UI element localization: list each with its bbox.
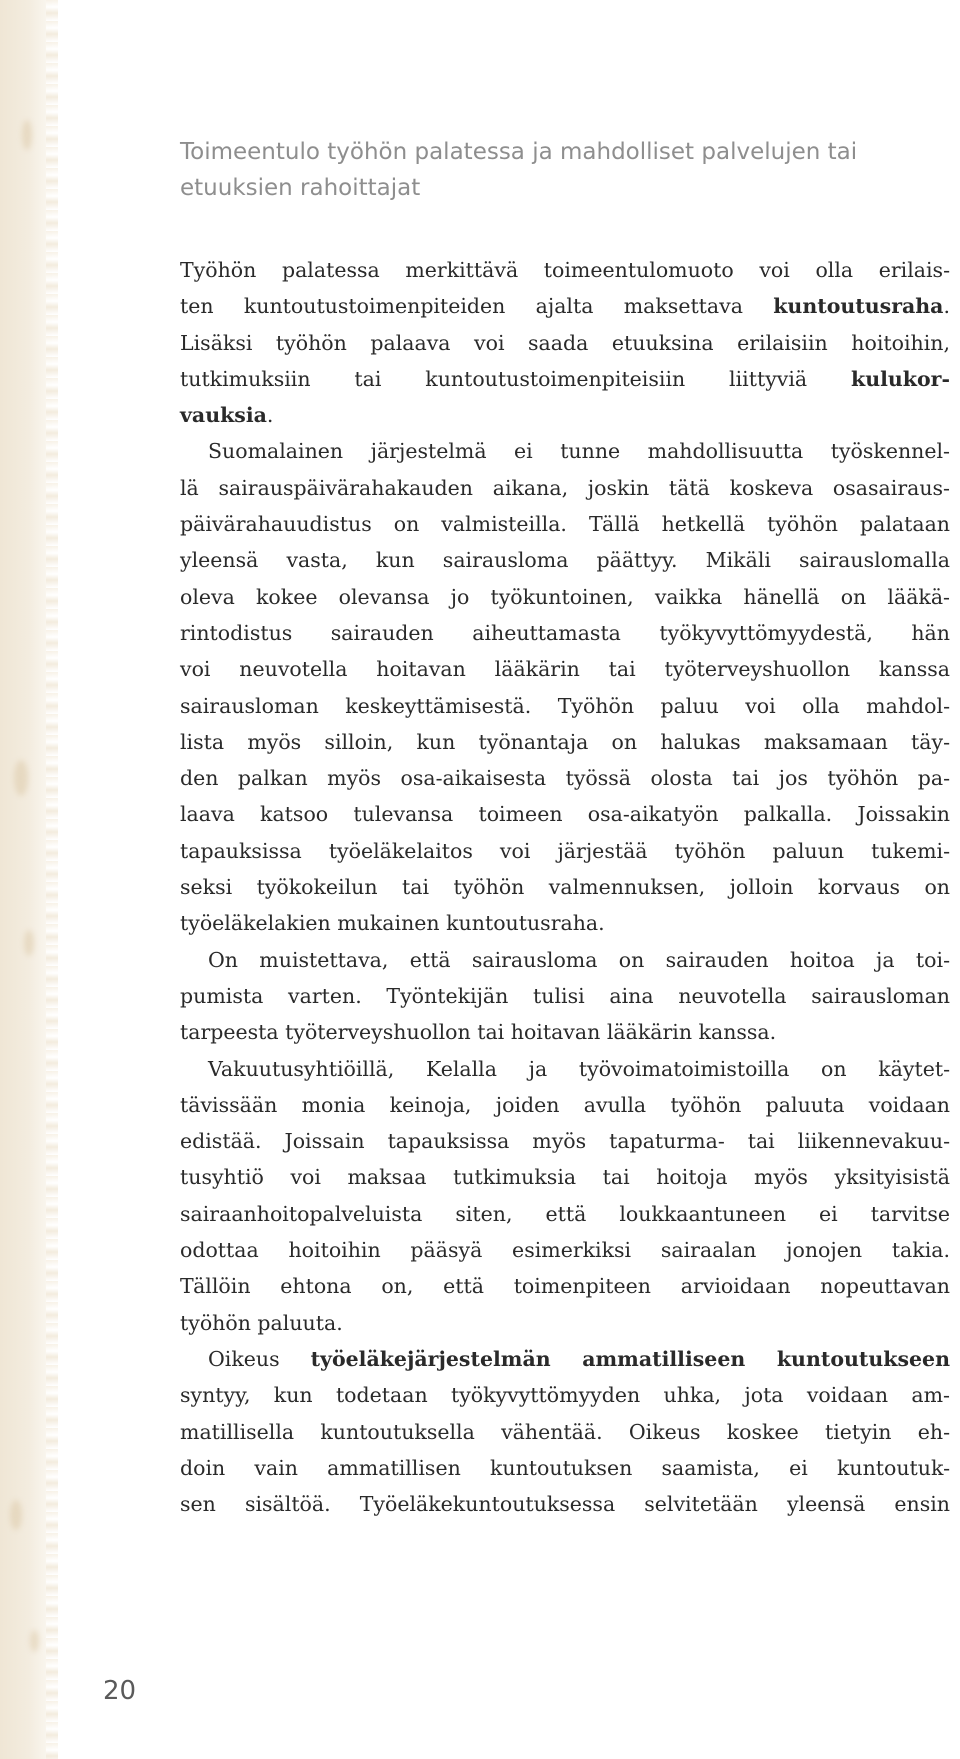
text-line xyxy=(180,1377,950,1413)
page-number: 20 xyxy=(103,1676,137,1706)
text-line xyxy=(180,1341,950,1377)
text-run: Tällöin ehtona on, että toimenpiteen arvioidaan nopeuttavan xyxy=(180,1274,950,1299)
text-line xyxy=(180,470,950,506)
text-line xyxy=(180,1159,950,1195)
text-line xyxy=(180,615,950,651)
heading-line: etuuksien rahoittajat xyxy=(180,175,421,201)
heading-line: Toimeentulo työhön palatessa ja mahdolliset palvelujen tai xyxy=(180,139,858,165)
text-run: . xyxy=(266,403,274,428)
text-line xyxy=(180,397,950,433)
text-run: rintodistus sairauden aiheuttamasta työkyvyttömyydestä, hän xyxy=(180,620,950,645)
text-run: lä sairauspäivärahakauden aikana, joskin tätä koskeva osasairaus- xyxy=(180,475,950,500)
paper-stain xyxy=(10,1500,22,1530)
text-run: ten kuntoutustoimenpiteiden ajalta maksettava xyxy=(180,294,774,319)
text-line xyxy=(180,1051,950,1087)
text-line xyxy=(180,1014,950,1050)
text-run: syntyy, kun todetaan työkyvyttömyyden uhka, jota voidaan am- xyxy=(180,1383,950,1408)
text-run: edistää. Joissain tapauksissa myös tapaturma- tai liikennevakuu- xyxy=(180,1129,950,1154)
text-line xyxy=(180,579,950,615)
text-run: sen sisältöä. Työeläkekuntoutuksessa selvitetään yleensä ensin xyxy=(180,1492,950,1517)
text-run: lista myös silloin, kun työnantaja on halukas maksamaan täy- xyxy=(180,729,950,754)
text-line xyxy=(180,252,950,288)
text-line xyxy=(180,1486,950,1522)
text-line xyxy=(180,1196,950,1232)
text-run: tarpeesta työterveyshuollon tai hoitavan lääkärin kanssa. xyxy=(180,1020,777,1045)
text-run: yleensä vasta, kun sairausloma päättyy. Mikäli sairauslomalla xyxy=(180,548,950,573)
text-run: Työhön palatessa merkittävä toimeentulomuoto voi olla erilais- xyxy=(180,258,950,282)
paper-stain xyxy=(22,120,32,150)
text-run: työeläkelakien mukainen kuntoutusraha. xyxy=(180,911,605,936)
paper-stain xyxy=(14,760,28,796)
text-run: seksi työkokeilun tai työhön valmennuksen, jolloin korvaus on xyxy=(180,875,950,900)
text-line xyxy=(180,978,950,1014)
text-run: pumista varten. Työntekijän tulisi aina neuvotella sairausloman xyxy=(180,983,950,1008)
text-line xyxy=(180,724,950,760)
text-run: laava katsoo tulevansa toimeen osa-aikatyön palkalla. Joissakin xyxy=(180,802,950,827)
text-run: doin vain ammatillisen kuntoutuksen saamista, ei kuntoutuk- xyxy=(180,1455,950,1480)
text-line xyxy=(180,1450,950,1486)
text-run: oleva kokee olevansa jo työkuntoinen, vaikka hänellä on lääkä- xyxy=(180,584,950,609)
text-line xyxy=(180,1232,950,1268)
text-run: tusyhtiö voi maksaa tutkimuksia tai hoitoja myös yksityisistä xyxy=(180,1165,950,1190)
text-run: odottaa hoitoihin pääsyä esimerkiksi sairaalan jonojen takia. xyxy=(180,1238,950,1263)
text-line xyxy=(180,760,950,796)
text-run: voi neuvotella hoitavan lääkärin tai työterveyshuollon kanssa xyxy=(180,657,950,682)
text-run: . xyxy=(943,294,950,319)
text-line xyxy=(180,796,950,832)
paper-stain xyxy=(30,1630,39,1652)
torn-paper-edge xyxy=(0,0,52,1759)
text-line xyxy=(180,361,950,397)
text-line xyxy=(180,1087,950,1123)
body-text xyxy=(180,252,950,1522)
text-run: työhön paluuta. xyxy=(180,1310,343,1335)
bold-term: vauksia xyxy=(180,403,267,428)
text-line xyxy=(180,869,950,905)
text-run: matillisella kuntoutuksella vähentää. Oikeus koskee tietyin eh- xyxy=(180,1419,950,1444)
text-line xyxy=(180,651,950,687)
text-run: Lisäksi työhön palaava voi saada etuuksina erilaisiin hoitoihin, xyxy=(180,330,950,355)
text-line xyxy=(180,905,950,941)
text-run: Oikeus xyxy=(208,1346,311,1371)
text-run: sairausloman keskeyttämisestä. Työhön paluu voi olla mahdol- xyxy=(180,693,950,718)
bold-term: kuntoutusraha xyxy=(773,294,944,319)
text-run: tutkimuksiin tai kuntoutustoimenpiteisiin liittyviä xyxy=(180,366,851,391)
text-line xyxy=(180,542,950,578)
bold-term: kulukor- xyxy=(851,366,950,391)
text-line xyxy=(180,506,950,542)
text-line xyxy=(180,433,950,469)
text-run: Vakuutusyhtiöillä, Kelalla ja työvoimatoimistoilla on käytet- xyxy=(208,1056,950,1081)
text-line xyxy=(180,688,950,724)
text-line xyxy=(180,1268,950,1304)
text-line xyxy=(180,1414,950,1450)
section-heading xyxy=(180,134,940,206)
text-run: sairaanhoitopalveluista siten, että loukkaantuneen ei tarvitse xyxy=(180,1201,950,1226)
paper-stain xyxy=(24,930,34,956)
text-run: Suomalainen järjestelmä ei tunne mahdollisuutta työskennel- xyxy=(208,439,950,464)
text-run: den palkan myös osa-aikaisesta työssä olosta tai jos työhön pa- xyxy=(180,766,950,791)
text-line xyxy=(180,1123,950,1159)
bold-term: työeläkejärjestelmän ammatilliseen kuntoutukseen xyxy=(310,1346,951,1371)
text-line xyxy=(180,1305,950,1341)
text-run: On muistettava, että sairausloma on sairauden hoitoa ja toi- xyxy=(208,947,950,972)
text-run: päivärahauudistus on valmisteilla. Tällä hetkellä työhön palataan xyxy=(180,512,950,537)
text-line xyxy=(180,942,950,978)
text-line xyxy=(180,833,950,869)
text-line xyxy=(180,325,950,361)
text-line xyxy=(180,288,950,324)
text-run: tävissään monia keinoja, joiden avulla työhön paluuta voidaan xyxy=(180,1092,950,1117)
text-run: tapauksissa työeläkelaitos voi järjestää työhön paluun tukemi- xyxy=(180,838,950,863)
